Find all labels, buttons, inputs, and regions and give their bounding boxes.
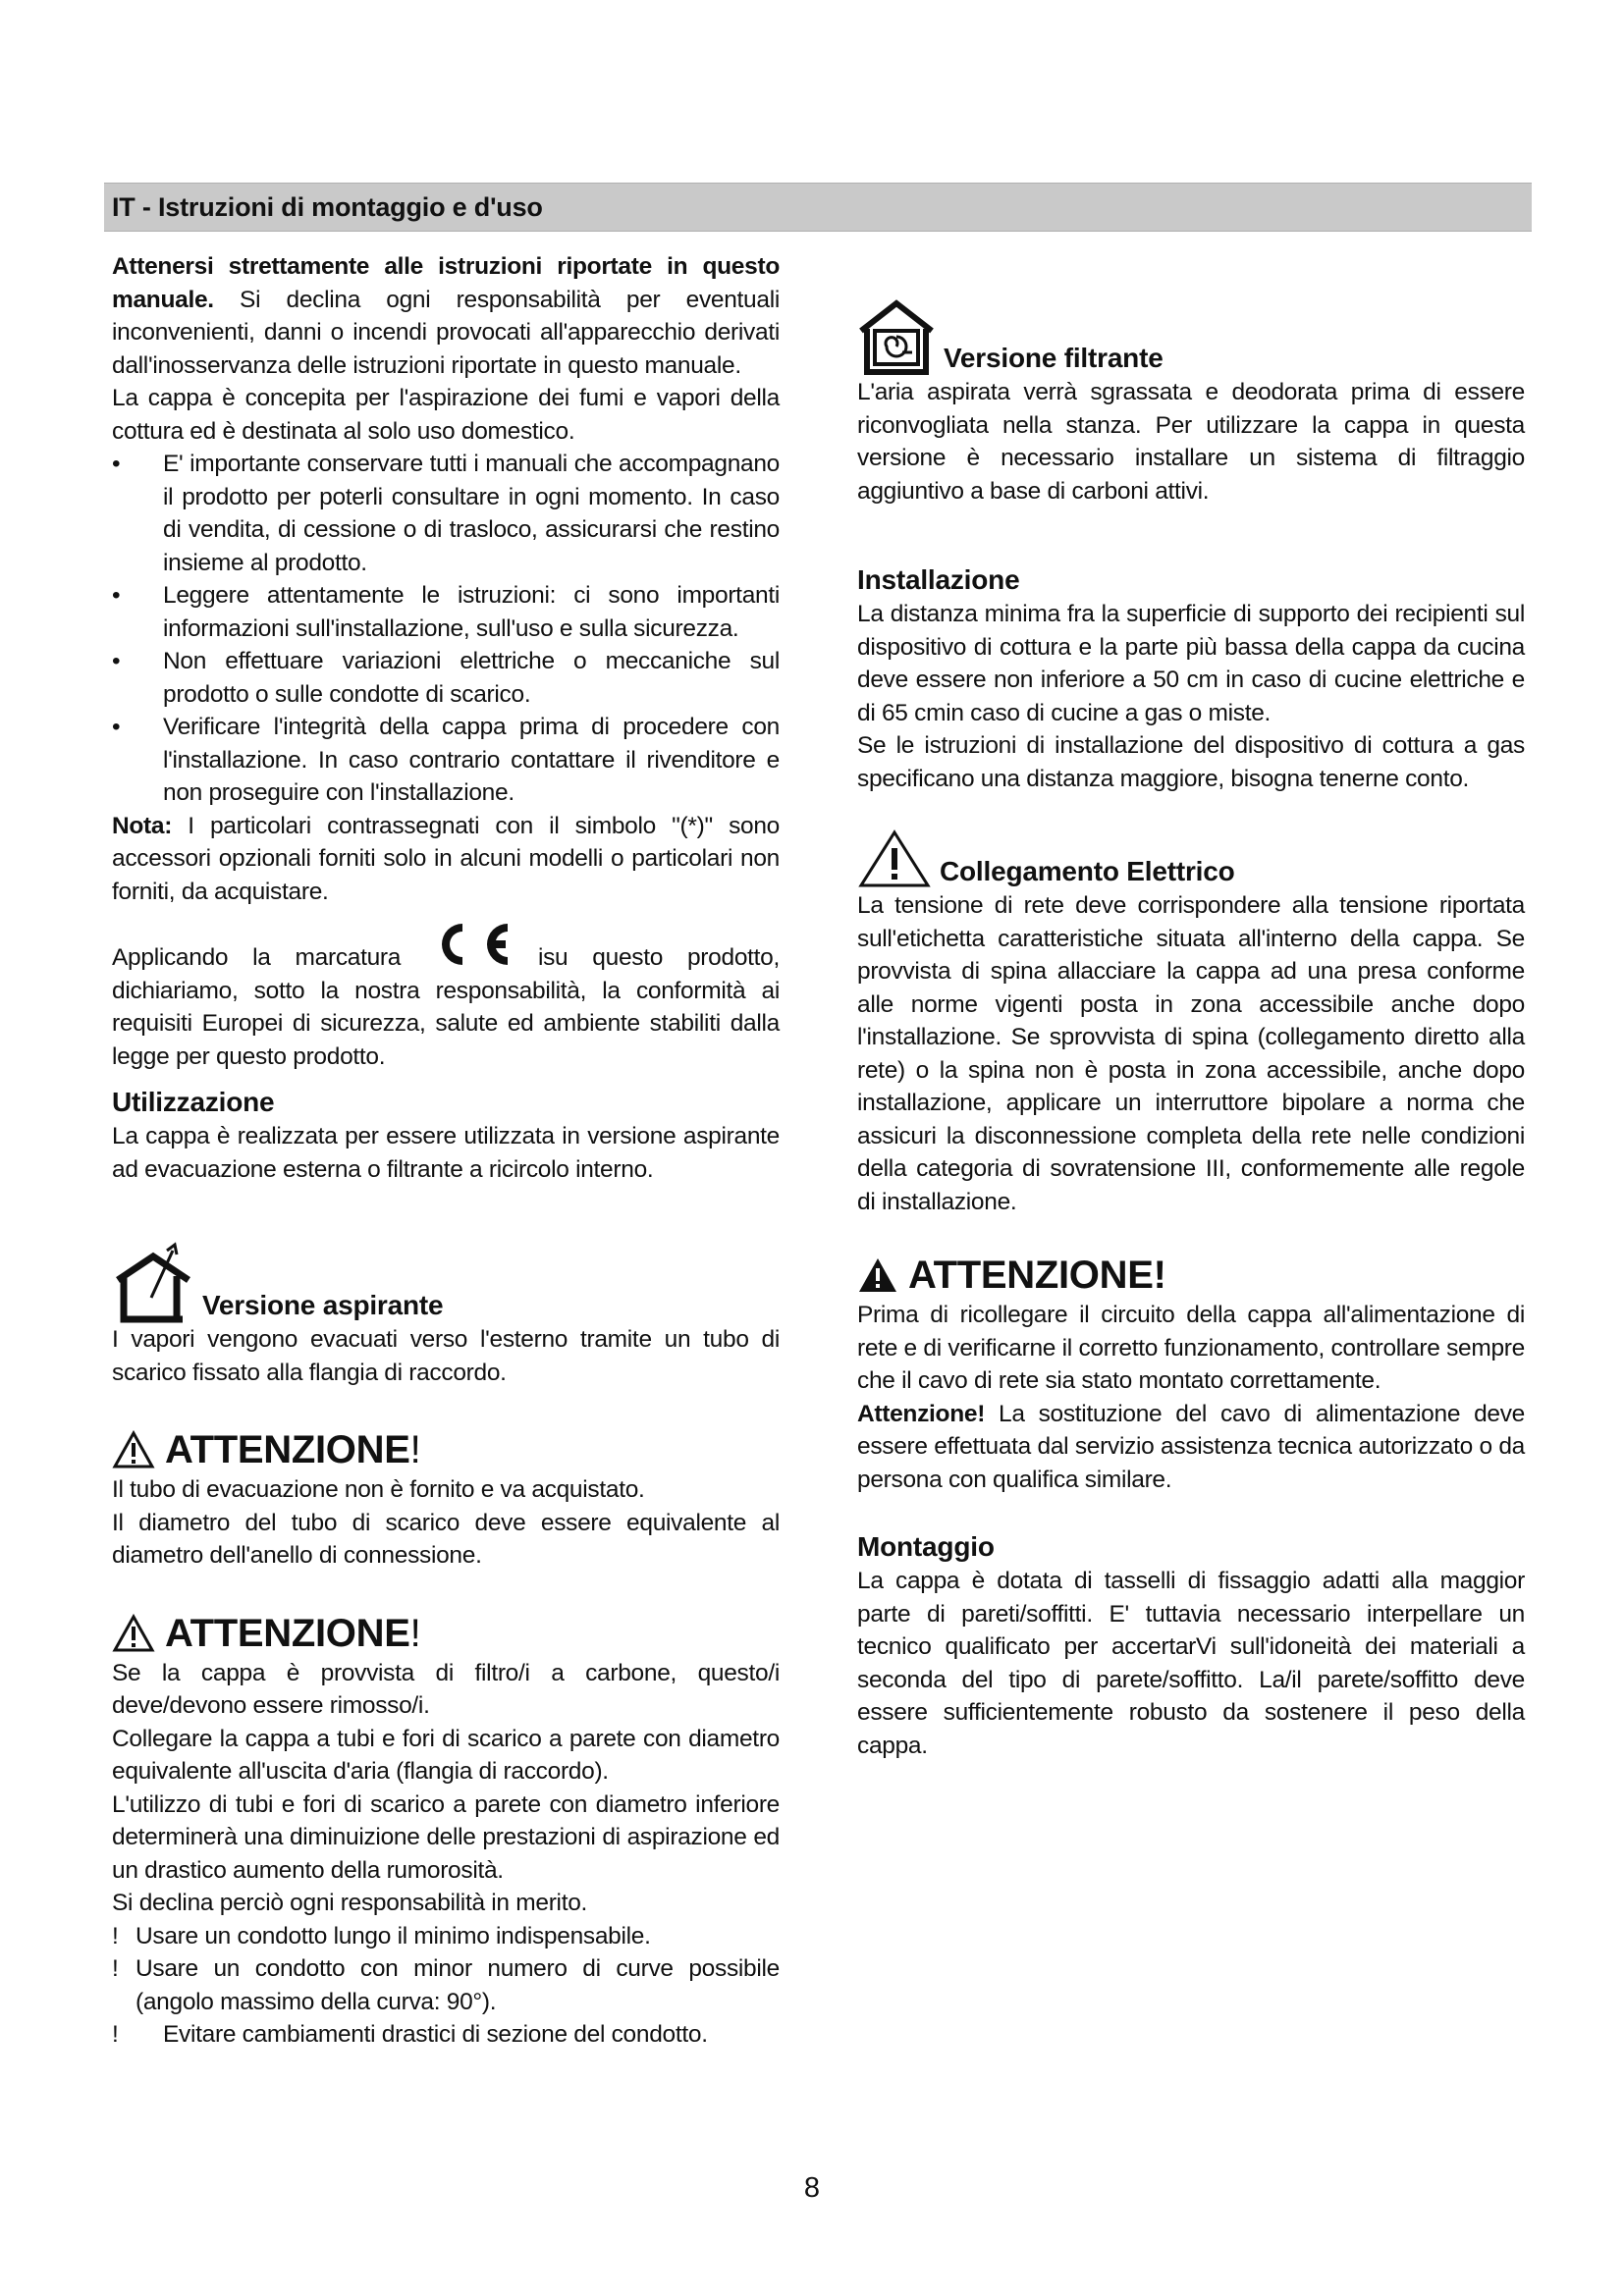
bullet-mark: • [112, 648, 121, 674]
bullet-item: • Leggere attentamente le istruzioni: ci sono importanti informazioni sull'installazione, sull'uso e sulla sicurezza. [112, 579, 780, 645]
attention-2-line: Collegare la cappa a tubi e fori di scarico a parete con diametro equivalente all'uscita d'aria (flangia di raccordo). [112, 1725, 780, 1785]
installazione-p1: La distanza minima fra la superficie di supporto dei recipienti sul dispositivo di cottura e la parte più bassa della cappa da cucina deve essere non inferiore a 50 cm in caso di cucine elettriche e di 65 cmin caso di cucine a gas o miste. [857, 601, 1525, 726]
attention-2-line: Se la cappa è provvista di filtro/i a carbone, questo/i deve/devono essere rimosso/i. [112, 1659, 780, 1719]
intro-paragraph [112, 250, 780, 382]
elettrico-heading: Collegamento Elettrico [940, 856, 1235, 886]
attention-2-line: L'utilizzo di tubi e fori di scarico a parete con diametro inferiore determinerà una diminuizione delle prestazioni di aspirazione ed un drastico aumento della rumorosità. [112, 1790, 780, 1884]
bullet-mark: • [112, 714, 121, 740]
montaggio-heading: Montaggio [857, 1531, 995, 1562]
aspirante-text: I vapori vengono evacuati verso l'esterno tramite un tubo di scarico fissato alla flangia di raccordo. [112, 1326, 780, 1386]
house-vent-icon [112, 1241, 194, 1323]
warning-filled-icon [857, 1256, 898, 1294]
filtrante-heading: Versione filtrante [944, 343, 1164, 373]
attention-2-line: Si declina perciò ogni responsabilità in merito. [112, 1890, 588, 1916]
nota-text: I particolari contrassegnati con il simbolo "(*)" sono accessori opzionali forniti solo in alcuni modelli o particolari non forniti, da acquistare. [112, 812, 780, 905]
ce-before-text: Applicando la marcatura [112, 944, 402, 971]
nota-paragraph [112, 810, 780, 909]
attention-heading-2: ATTENZIONE! [112, 1610, 780, 1657]
attention-heading-right: ATTENZIONE! [857, 1252, 1525, 1299]
bullet-mark: • [112, 582, 121, 609]
ce-mark-icon [429, 918, 510, 971]
warning-icon [112, 1614, 155, 1653]
ce-paragraph [112, 918, 780, 1073]
bullet-item: • Non effettuare variazioni elettriche o meccaniche sul prodotto o sulle condotte di scarico. [112, 645, 780, 711]
aspirante-heading: Versione aspirante [202, 1290, 444, 1320]
installazione-heading: Installazione [857, 564, 1020, 595]
ce-after-text: isu questo prodotto, dichiariamo, sotto la nostra responsabilità, la conformità ai requisiti Europei di sicurezza, salute ed ambiente stabiliti dalla legge per questo prodotto. [112, 944, 780, 1070]
left-column [112, 250, 780, 2052]
intro-bold: Attenersi strettamente alle istruzioni riportate in questo manuale. [112, 253, 780, 313]
attention-heading-1: ATTENZIONE! [112, 1426, 780, 1473]
attenzione-bold: Attenzione! [857, 1400, 986, 1427]
warning-icon [112, 1430, 155, 1469]
elettrico-heading-row [857, 828, 1525, 889]
right-column [857, 297, 1525, 1762]
attention-right-text: Prima di ricollegare il circuito della cappa all'alimentazione di rete e di verificarne il corretto funzionamento, controllare sempre che il cavo di rete sia stato montato correttamente. [857, 1302, 1525, 1394]
electrical-warning-icon [857, 828, 932, 889]
filtrante-heading-row [857, 297, 1525, 376]
section-header-bar [104, 183, 1532, 232]
montaggio-text: La cappa è dotata di tasselli di fissaggio adatti alla maggior parte di pareti/soffitti. E' tuttavia necessario interpellare un tecnico qualificato per accertarVi sull'idoneità dei materiali a seconda del tipo di parete/soffitto. La/il parete/soffitto deve essere sufficientemente robusto da sostenere il peso della cappa. [857, 1568, 1525, 1759]
installazione-p2: Se le istruzioni di installazione del dispositivo di cottura a gas specificano una distanza maggiore, bisogna tenerne conto. [857, 732, 1525, 792]
bullet-item: • E' importante conservare tutti i manuali che accompagnano il prodotto per poterli consultare in ogni momento. In caso di vendita, di cessione o di trasloco, assicurarsi che restino insieme al prodotto. [112, 448, 780, 579]
bullet-item: • Verificare l'integrità della cappa prima di procedere con l'installazione. In caso contrario contattare il rivenditore e non proseguire con l'installazione. [112, 711, 780, 810]
utilizzazione-text: La cappa è realizzata per essere utilizzata in versione aspirante ad evacuazione esterna o filtrante a ricircolo interno. [112, 1123, 780, 1183]
exclamation-item: ! Usare un condotto con minor numero di curve possibile (angolo massimo della curva: 90°). [112, 1955, 780, 2015]
filtrante-text: L'aria aspirata verrà sgrassata e deodorata prima di essere riconvogliata nella stanza. Per utilizzare la cappa in questa versione è necessario installare un sistema di filtraggio aggiuntivo a base di carboni attivi. [857, 379, 1525, 505]
recirculation-filter-icon [857, 297, 936, 376]
utilizzazione-heading: Utilizzazione [112, 1087, 275, 1117]
attention-1-line: Il tubo di evacuazione non è fornito e va acquistato. [112, 1476, 645, 1503]
section-title: IT - Istruzioni di montaggio e d'uso [112, 192, 543, 222]
attention-right-text-2: Attenzione! La sostituzione del cavo di alimentazione deve essere effettuata dal servizio assistenza tecnica autorizzato o da persona con qualifica similare. [857, 1400, 1525, 1493]
elettrico-text: La tensione di rete deve corrispondere alla tensione riportata sull'etichetta caratteristiche situata all'interno della cappa. Se provvista di spina allacciare la cappa ad una presa conforme alle norme vigenti posta in zona accessibile anche dopo l'installazione. Se sprovvista di spina (collegamento diretto alla rete) o la spina non è posta in zona accessibile, anche dopo installazione, applicare un interruttore bipolare a norma che assicuri la disconnessione completa della rete nelle condizioni della categoria di sovratensione III, conformemente alle regole di installazione. [857, 892, 1525, 1215]
exclamation-item: ! Usare un condotto lungo il minimo indispensabile. [112, 1922, 651, 1949]
nota-label: Nota: [112, 812, 173, 839]
bullet-mark: • [112, 451, 121, 477]
intro-paragraph-2: La cappa è concepita per l'aspirazione dei fumi e vapori della cottura ed è destinata al solo uso domestico. [112, 385, 780, 445]
attention-1-line: Il diametro del tubo di scarico deve essere equivalente al diametro dell'anello di connessione. [112, 1509, 780, 1569]
intro-rest: Si declina ogni responsabilità per eventuali inconvenienti, danni o incendi provocati all'apparecchio derivati dall'inosservanza delle istruzioni riportate in questo manuale. [112, 286, 780, 379]
exclamation-item: ! Evitare cambiamenti drastici di sezione del condotto. [112, 2021, 708, 2048]
aspirante-heading-row [112, 1241, 780, 1323]
page-number: 8 [803, 2172, 821, 2204]
